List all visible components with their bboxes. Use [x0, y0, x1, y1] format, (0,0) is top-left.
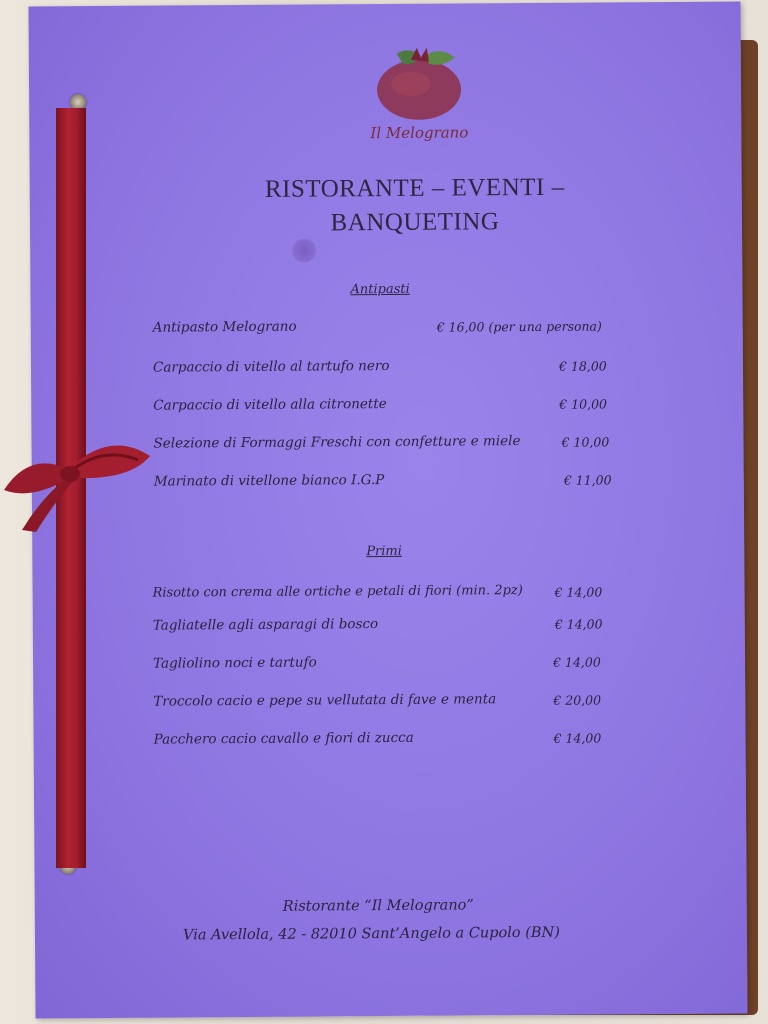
- menu-item: Risotto con crema alle ortiche e petali di fiori (min. 2pz): [152, 583, 523, 601]
- title-line-2: BANQUETING: [330, 208, 500, 237]
- menu-item: Troccolo cacio e pepe su vellutata di fave e menta: [153, 691, 497, 710]
- menu-item: Tagliolino noci e tartufo: [153, 654, 317, 672]
- menu-item: Carpaccio di vitello al tartufo nero: [152, 357, 390, 376]
- wine-stain: [292, 238, 316, 262]
- menu-item: Carpaccio di vitello alla citronette: [153, 396, 387, 414]
- menu-item: Tagliatelle agli asparagi di bosco: [152, 616, 379, 634]
- menu-item: Pacchero cacio cavallo e fiori di zucca: [153, 729, 414, 748]
- footer-address: Via Avellola, 42 - 82010 Sant’Angelo a Cupolo (BN): [182, 924, 560, 944]
- menu-item: Antipasto Melograno: [152, 318, 297, 336]
- menu-item-price: € 20,00: [553, 692, 602, 708]
- menu-item-price: € 18,00: [558, 358, 607, 374]
- menu-item-price: € 16,00 (per una persona): [436, 318, 602, 335]
- menu-item-price: € 14,00: [554, 616, 603, 632]
- menu-item-price: € 14,00: [554, 584, 603, 600]
- section-title-antipasti: Antipasti: [350, 281, 410, 298]
- menu-item-price: € 11,00: [563, 472, 612, 488]
- ribbon-bow-icon: [0, 420, 160, 540]
- menu-item-price: € 14,00: [553, 730, 602, 746]
- menu-item-price: € 10,00: [559, 396, 608, 412]
- menu-item: Selezione di Formaggi Freschi con confetture e miele: [153, 433, 521, 452]
- page-title: [190, 170, 640, 241]
- title-line-1: RISTORANTE – EVENTI –: [264, 173, 565, 203]
- menu-item: Marinato di vitellone bianco I.G.P: [153, 472, 385, 490]
- logo-name: Il Melograno: [370, 123, 469, 143]
- footer-restaurant-name: Ristorante “Il Melograno”: [282, 897, 474, 915]
- menu-item-price: € 10,00: [561, 434, 610, 450]
- menu-item-price: € 14,00: [553, 654, 601, 670]
- section-title-primi: Primi: [366, 543, 402, 560]
